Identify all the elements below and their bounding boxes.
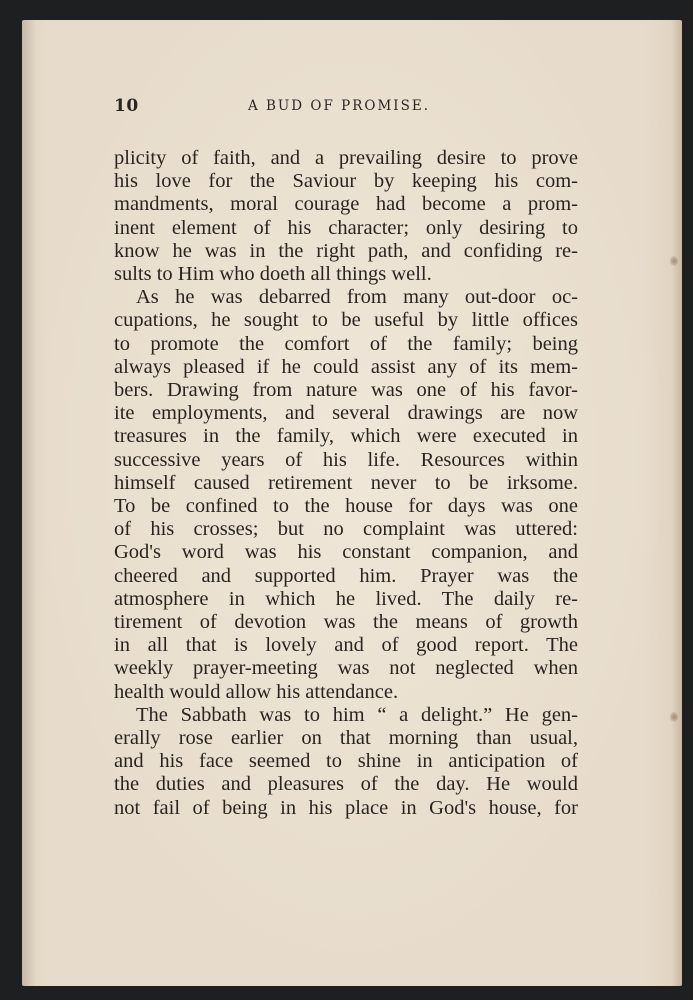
text-line: ite employments, and several drawings are now <box>114 402 578 425</box>
text-line: inent element of his character; only desiring to <box>114 216 578 239</box>
text-line: As he was debarred from many out-door oc- <box>136 286 578 309</box>
text-line: of his crosses; but no complaint was uttered: <box>114 518 578 541</box>
body-text <box>114 147 578 820</box>
text-line: mandments, moral courage had become a prom- <box>114 193 578 216</box>
text-line: God's word was his constant companion, and <box>114 541 578 564</box>
text-line: the duties and pleasures of the day. He would <box>114 773 578 796</box>
paper-blemish-icon <box>670 712 678 722</box>
gutter-shadow <box>22 20 36 986</box>
running-title: A BUD OF PROMISE. <box>247 98 431 114</box>
text-line: in all that is lovely and of good report. The <box>114 634 578 657</box>
text-line: cheered and supported him. Prayer was the <box>114 564 578 587</box>
text-line: bers. Drawing from nature was one of his favor- <box>114 379 578 402</box>
text-line: health would allow his attendance. <box>114 680 399 703</box>
page-number: 10 <box>114 96 139 116</box>
text-line: tirement of devotion was the means of growth <box>114 611 578 634</box>
text-line: atmosphere in which he lived. The daily re- <box>114 587 578 610</box>
text-line: plicity of faith, and a prevailing desire to prove <box>114 147 578 169</box>
text-line: To be confined to the house for days was one <box>114 495 578 518</box>
text-line: know he was in the right path, and confiding re- <box>114 239 578 262</box>
text-line: weekly prayer-meeting was not neglected when <box>114 657 578 680</box>
text-line: and his face seemed to shine in anticipation of <box>114 750 578 773</box>
text-line: his love for the Saviour by keeping his com- <box>114 170 578 193</box>
paragraph <box>114 286 578 704</box>
text-line: not fail of being in his place in God's house, for <box>114 796 578 819</box>
text-line: treasures in the family, which were executed in <box>114 425 578 448</box>
paragraph <box>114 704 578 820</box>
text-line: erally rose earlier on that morning than usual, <box>114 727 578 750</box>
text-line: himself caused retirement never to be irksome. <box>114 471 578 494</box>
text-line: sults to Him who doeth all things well. <box>114 263 432 286</box>
text-line: always pleased if he could assist any of its mem- <box>114 355 578 378</box>
paper-blemish-icon <box>670 256 678 266</box>
paragraph <box>114 147 578 286</box>
text-line: to promote the comfort of the family; being <box>114 332 578 355</box>
text-line: successive years of his life. Resources within <box>114 448 578 471</box>
text-line: cupations, he sought to be useful by little offices <box>114 309 578 332</box>
page-edge-shadow <box>672 20 682 986</box>
text-line: The Sabbath was to him “ a delight.” He gen- <box>136 703 578 726</box>
running-head <box>114 96 564 120</box>
